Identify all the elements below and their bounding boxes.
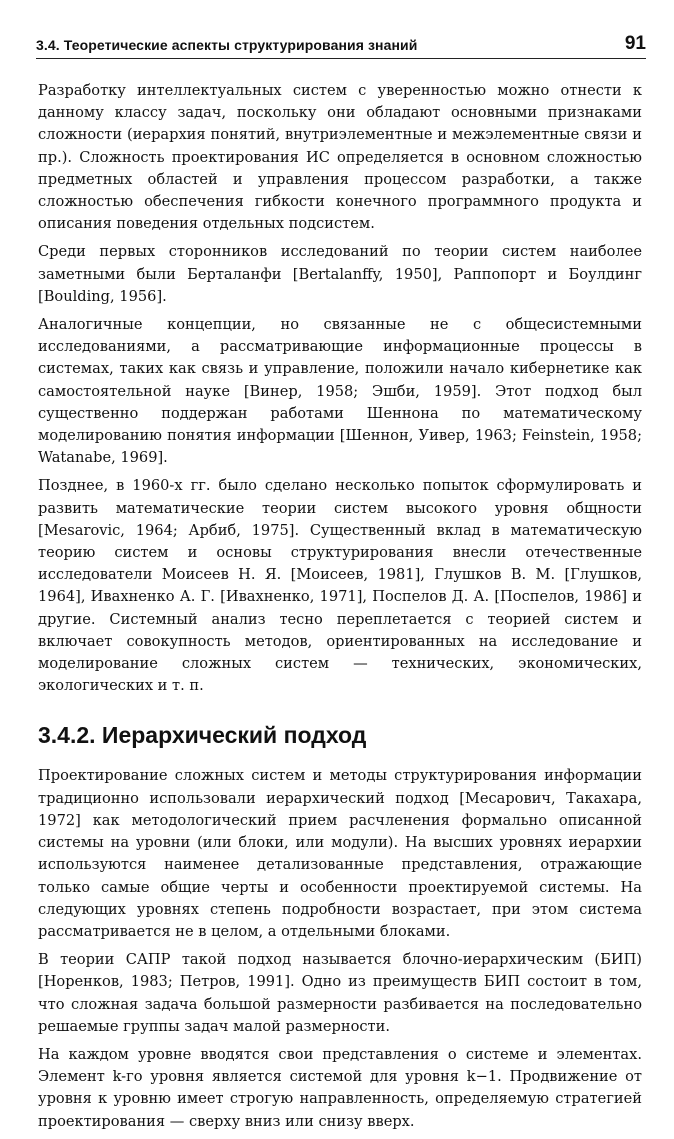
page-body bbox=[38, 80, 642, 1139]
running-header-title: 3.4. Теоретические аспекты структурирования знаний bbox=[36, 37, 418, 53]
body-paragraph: Разработку интеллектуальных систем с уверенностью можно отнести к данному классу задач, поскольку они обладают основными признаками сложности (иерархия понятий, внутриэлементные и межэлементные связи и пр.). Сложность проектирования ИС определяется в основном сложностью предметных областей и управления процессом разработки, а также сложностью обеспечения гибкости конечного программного продукта и описания поведения отдельных подсистем. bbox=[38, 82, 642, 233]
page-number: 91 bbox=[624, 33, 646, 54]
body-paragraph: На каждом уровне вводятся свои представления о системе и элементах. Элемент k-го уровня является системой для уровня k−1. Продвижение от уровня к уровню имеет строгую направленность, определяемую стратегией проектирования — сверху вниз или снизу вверх. bbox=[38, 1045, 642, 1130]
body-paragraph: В теории САПР такой подход называется блочно-иерархическим (БИП) [Норенков, 1983; Петров, 1991]. Одно из преимуществ БИП состоит в том, что сложная задача большой размерности разбивается на последовательно решаемые группы задач малой размерности. bbox=[38, 951, 642, 1035]
body-paragraph: Позднее, в 1960-х гг. было сделано несколько попыток сформулировать и развить математические теории систем высокого уровня общности [Mesarovic, 1964; Арбиб, 1975]. Существенный вклад в математическую теорию систем и основы структурирования внесли отечественные исследователи Моисеев Н. Я. [Моисеев, 1981], Глушков В. М. [Глушков, 1964], Ивахненко А. Г. [Ивахненко, 1971], Поспелов Д. А. [Поспелов, 1986] и другие. Системный анализ тесно переплетается с теорией систем и включает совокупность методов, ориентированных на исследование и моделирование сложных систем — технических, экономических, экологических и т. п. bbox=[38, 477, 642, 695]
running-header bbox=[36, 30, 646, 59]
body-paragraph: Среди первых сторонников исследований по теории систем наиболее заметными были Берталанфи [Bertalanffy, 1950], Раппопорт и Боулдинг [Boulding, 1956]. bbox=[38, 243, 642, 305]
body-paragraph: Проектирование сложных систем и методы структурирования информации традиционно использовали иерархический подход [Месарович, Такахара, 1972] как методологический прием расчленения формально описанной системы на уровни (или блоки, или модули). На высших уровнях иерархии используются наименее детализованные представления, отражающие только самые общие черты и особенности проектируемой системы. На следующих уровнях степень подробности возрастает, при этом система рассматривается не в целом, а отдельными блоками. bbox=[38, 767, 642, 940]
body-paragraph: Аналогичные концепции, но связанные не с общесистемными исследованиями, а рассматривающие информационные процессы в системах, таких как связь и управление, положили начало кибернетике как самостоятельной науке [Винер, 1958; Эшби, 1959]. Этот подход был существенно поддержан работами Шеннона по математическому моделированию понятия информации [Шеннон, Уивер, 1963; Feinstein, 1958; Watanabe, 1969]. bbox=[38, 316, 642, 467]
section-heading: 3.4.2. Иерархический подход bbox=[38, 722, 367, 749]
